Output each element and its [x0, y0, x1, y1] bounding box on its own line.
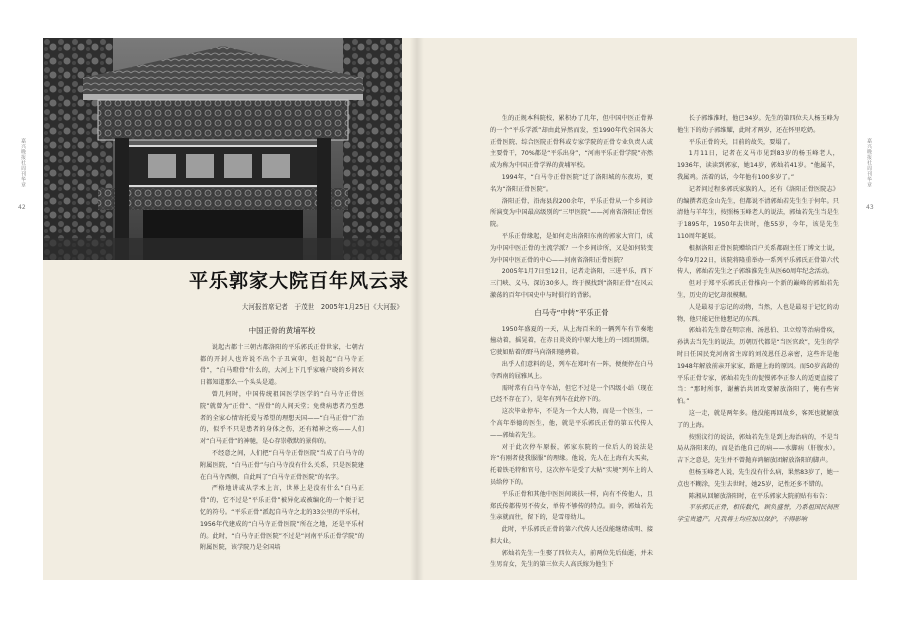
- paragraph: 按照汶行的说法，郭灿若先生是到上海治病的，不是当局从洛阳来的，而是治他自己的病——水脚病（肝腹水）。吉下之意是，先生并不曾抛弃鸿解放团解放洛阳的脚声。: [677, 433, 839, 465]
- paragraph: 平乐正骨的天，目前的故失，要塌了。: [688, 138, 794, 146]
- paragraph: 曾几何时，中国传统祖国医学医学的“白马寺正骨医院”就曾为“正骨”、“捏骨”的人间天堂；免费病患者乃至患者的全家心情寄托爱与希望的理想天国——“白马正骨”广治的，似乎不只是患者的身体之伤，还有精神之殇——人们对“白马正骨”的神驰，是心存崇敬默的景仰的。: [200, 390, 364, 446]
- paragraph: 平乐正骨和其他中医医间谈扶一样，向有不传他人，且郑氏传都传男不传女，单传不够传的特点。而今，郭灿若先生亲就而往，留下的，是雪母幼儿。: [490, 490, 653, 522]
- paragraph: 记者问过程多郭氏家族的人，还有《洛阳正骨医院志》的编撰者范金山先生，但都说不清郭灿若先生生于何年。只清他与羊年生，按照杨玉峰老人的说法，郭灿若先生当是生于1895年，1950年去世时，他55岁，今年，该是先生110周年诞辰。: [677, 185, 839, 240]
- page-gutter: [410, 38, 424, 580]
- magazine-spread: [43, 38, 857, 580]
- left-margin-label: 嘉兴晚报社周刊华章: [20, 138, 26, 188]
- paragraph: 生的正规本科院校，累积办了几年，但中国中医正骨界的一个“平乐学派”却由此异然而发，至1990年代全国各大正骨医院、综合医院正骨科或专家学院的正骨专业负责人或主要骨干，70%都是“平乐出身”，“河南平乐正骨学院”亦然成为称为中国正骨学界的黄埔军校。: [490, 115, 653, 170]
- right-page-number: 43: [866, 204, 874, 211]
- left-page-number: 42: [18, 204, 26, 211]
- paragraph: 需时常有白马寺车站，但它不过是一个四级小站（现在已经不存在了），是年有列车在此停下的。: [490, 384, 653, 404]
- paragraph: 这次毕业停车，不是为一个大人物，而是一个医生，一个高年举德的医生，他，就是平乐郭氏正骨的第五代传人——郭灿若先生。: [490, 408, 653, 439]
- paragraph: 郭灿若先生一生娶了四位夫人，前两位先后仙逝，并未生男育女，先生的第三位夫人高氏嫁为他生下: [490, 549, 653, 569]
- col3-body: [677, 113, 839, 502]
- col2-body-bottom: [490, 324, 653, 572]
- paragraph: 此时，平乐郭氏正骨的第六代传人还没能继绪成明、接担大业。: [490, 526, 653, 545]
- text-column-3: [677, 113, 839, 526]
- paragraph: 但杨玉峰老人说，先生没有什么病，果然83岁了，她一点也不糊涂，先生去世时，她25岁，记性还多不错的。: [677, 468, 839, 488]
- paragraph: 根据洛阳正骨医院赠给百户关系都副主任丁博文士说，今年9月22日，该院将隆重举办一系列平乐郭氏正骨第六代传人，郭灿若先生之子郭维淮先生从医60周年纪念活动。: [677, 244, 839, 276]
- paragraph: 2005年1月7日至12日，记者走洛阳，三进平乐，西下三门峡、义马、深访30多人，终于摸找到“洛阳正骨”在风云激荡的百年中国史中与时俱行的背影。: [490, 268, 653, 299]
- col2-body-top: [490, 113, 653, 302]
- paragraph: 陈湘从回解放洛阳时，在平乐郭家大院前贴有布告：: [688, 492, 832, 500]
- article-byline: 大河报首席记者 于茂世 2005年1月25日《大河报》: [241, 303, 403, 311]
- paragraph: 严格地讲或从学术上言，世界上是没有什么“白马正骨”的，它不过是“平乐正骨”被异化或被编化的一个便于记忆的符号。“平乐正骨”派起自马寺之北的33公里的平乐村，1956年代建成的“白马寺正骨医院”所在之地，还是平乐村的。此时，“白马寺正骨医院”不过是“河南平乐正骨学院”的附属医院，该学院乃是全国培: [200, 485, 364, 552]
- col3-verse: [677, 502, 839, 526]
- paragraph: 人是最易于忘记的动物，当然，人也是最易于记忆的动物，他只能记住他想记的东西。: [677, 303, 839, 323]
- paragraph: 说起古都十三朝古都洛阳的平乐郭氏正骨世家，七朝古都的开封人也许说不出个子丑寅卯，但说起“白马寺正骨”，“白马瞪骨”什么的，大河上下几乎家喻户晓的乡间农日都知道那么一个头头是道。: [200, 343, 364, 387]
- paragraph: 洛阳正骨，沿海县段200余年，平乐正骨从一个乡间诊所演变为中国最高级别的“三甲医院”——河南省洛阳正骨医院。: [490, 197, 653, 229]
- paragraph: 平乐正骨缘起，是如何走出洛阳东南的郭家大官门，成为中国中医正骨的主流学派？一个乡间诊所，又是如何转变为中国中医正骨的中心——河南省洛阳正骨医院？: [490, 232, 653, 264]
- section-heading-2: 白马寺“中转”平乐正骨: [534, 307, 609, 317]
- right-margin-label: 嘉兴晚报社周刊华章: [866, 138, 872, 188]
- paragraph: 1950年盛夏的一天，从上海百米的一辆列车有节奏地撞动着，摇晃着，在赤日炎炎的中原大地上的一团团黑烟。它驶如贴着的野马向洛阳驰骋着。: [490, 325, 653, 357]
- paragraph: 不经意之间，人们把“白马寺正骨医院”当成了白马寺的附属医院，“白马正骨”与白马寺没有什么关系，只是医院建在白马寺西侧，自此叫了“白马寺正骨医院”的名字。: [200, 449, 364, 481]
- section-heading-1: 中国正骨的黄埔军校: [248, 326, 316, 335]
- paragraph: 但对于郑平乐郭氏正骨推向一个新的巅峰的郭灿若先生，历史的记忆却很模糊。: [677, 280, 839, 299]
- paragraph: 1月11日，记者在义马市见到83岁的杨玉峰老人，1936年，读读到郭家，她14岁，郭灿若41岁。“他属羊，我属鸡。活着的话，今年他有100多岁了。”: [677, 150, 839, 181]
- paragraph: 郭灿若先生曾在明宗南、汤恩伯、卫立煌等治病骨疾，孙洪去当先生的说法，历朝历代都是“当医官政”，先生的学时日任国民党河南省主席的刘茂恩任总亲密，这些许是他1948年解放前亲开家家，路避上海的原因。而50岁高龄的平乐正骨专家，郭灿若先生的促慢郭李正参人的适更直接了当：“那时所事，谢蓄治共团攻要解放洛阳了，俺有些害怕。”: [677, 327, 839, 406]
- paragraph: 平乐郭氏正骨，相传数代，顾负盛誉，乃系祖国民间医学宝贵遗产。凡我将士均应加以保护，不得影响: [677, 504, 839, 524]
- text-column-2: [490, 113, 653, 571]
- courtyard-gate-photo: [43, 38, 402, 260]
- gate-photo-graphic: [43, 38, 402, 260]
- paragraph: 对于此次停车原报，郭家东院的一位后人的说法是许“有刚者使我服服”的理缘。他说，先人在上海有大买卖，托着铁毛特和官号，这次停车是受了大帖“实境”列车上的人员给停下的。: [490, 443, 653, 486]
- col1-body: [200, 342, 364, 554]
- text-column-1: [200, 320, 364, 554]
- paragraph: 这一走，就是两年多。他没能再回故乡，客死也就解放了的上海。: [677, 409, 839, 429]
- paragraph: 1994年，“白马寺正骨医院”迁了洛阳城的东夜坊，更名为“洛阳正骨医院”。: [490, 173, 653, 193]
- paragraph: 出乎人们意料的是，列车在郑叶有一阵，便便停在白马寺西南的屈雅风上。: [490, 360, 653, 380]
- article-title: 平乐郭家大院百年风云录: [188, 270, 409, 292]
- paragraph: 长子郭维淮时，他已34岁。先生的第四位夫人杨玉峰为他生下的幼子郭维耀，此时才两岁，还在怀里吃奶。: [677, 115, 839, 134]
